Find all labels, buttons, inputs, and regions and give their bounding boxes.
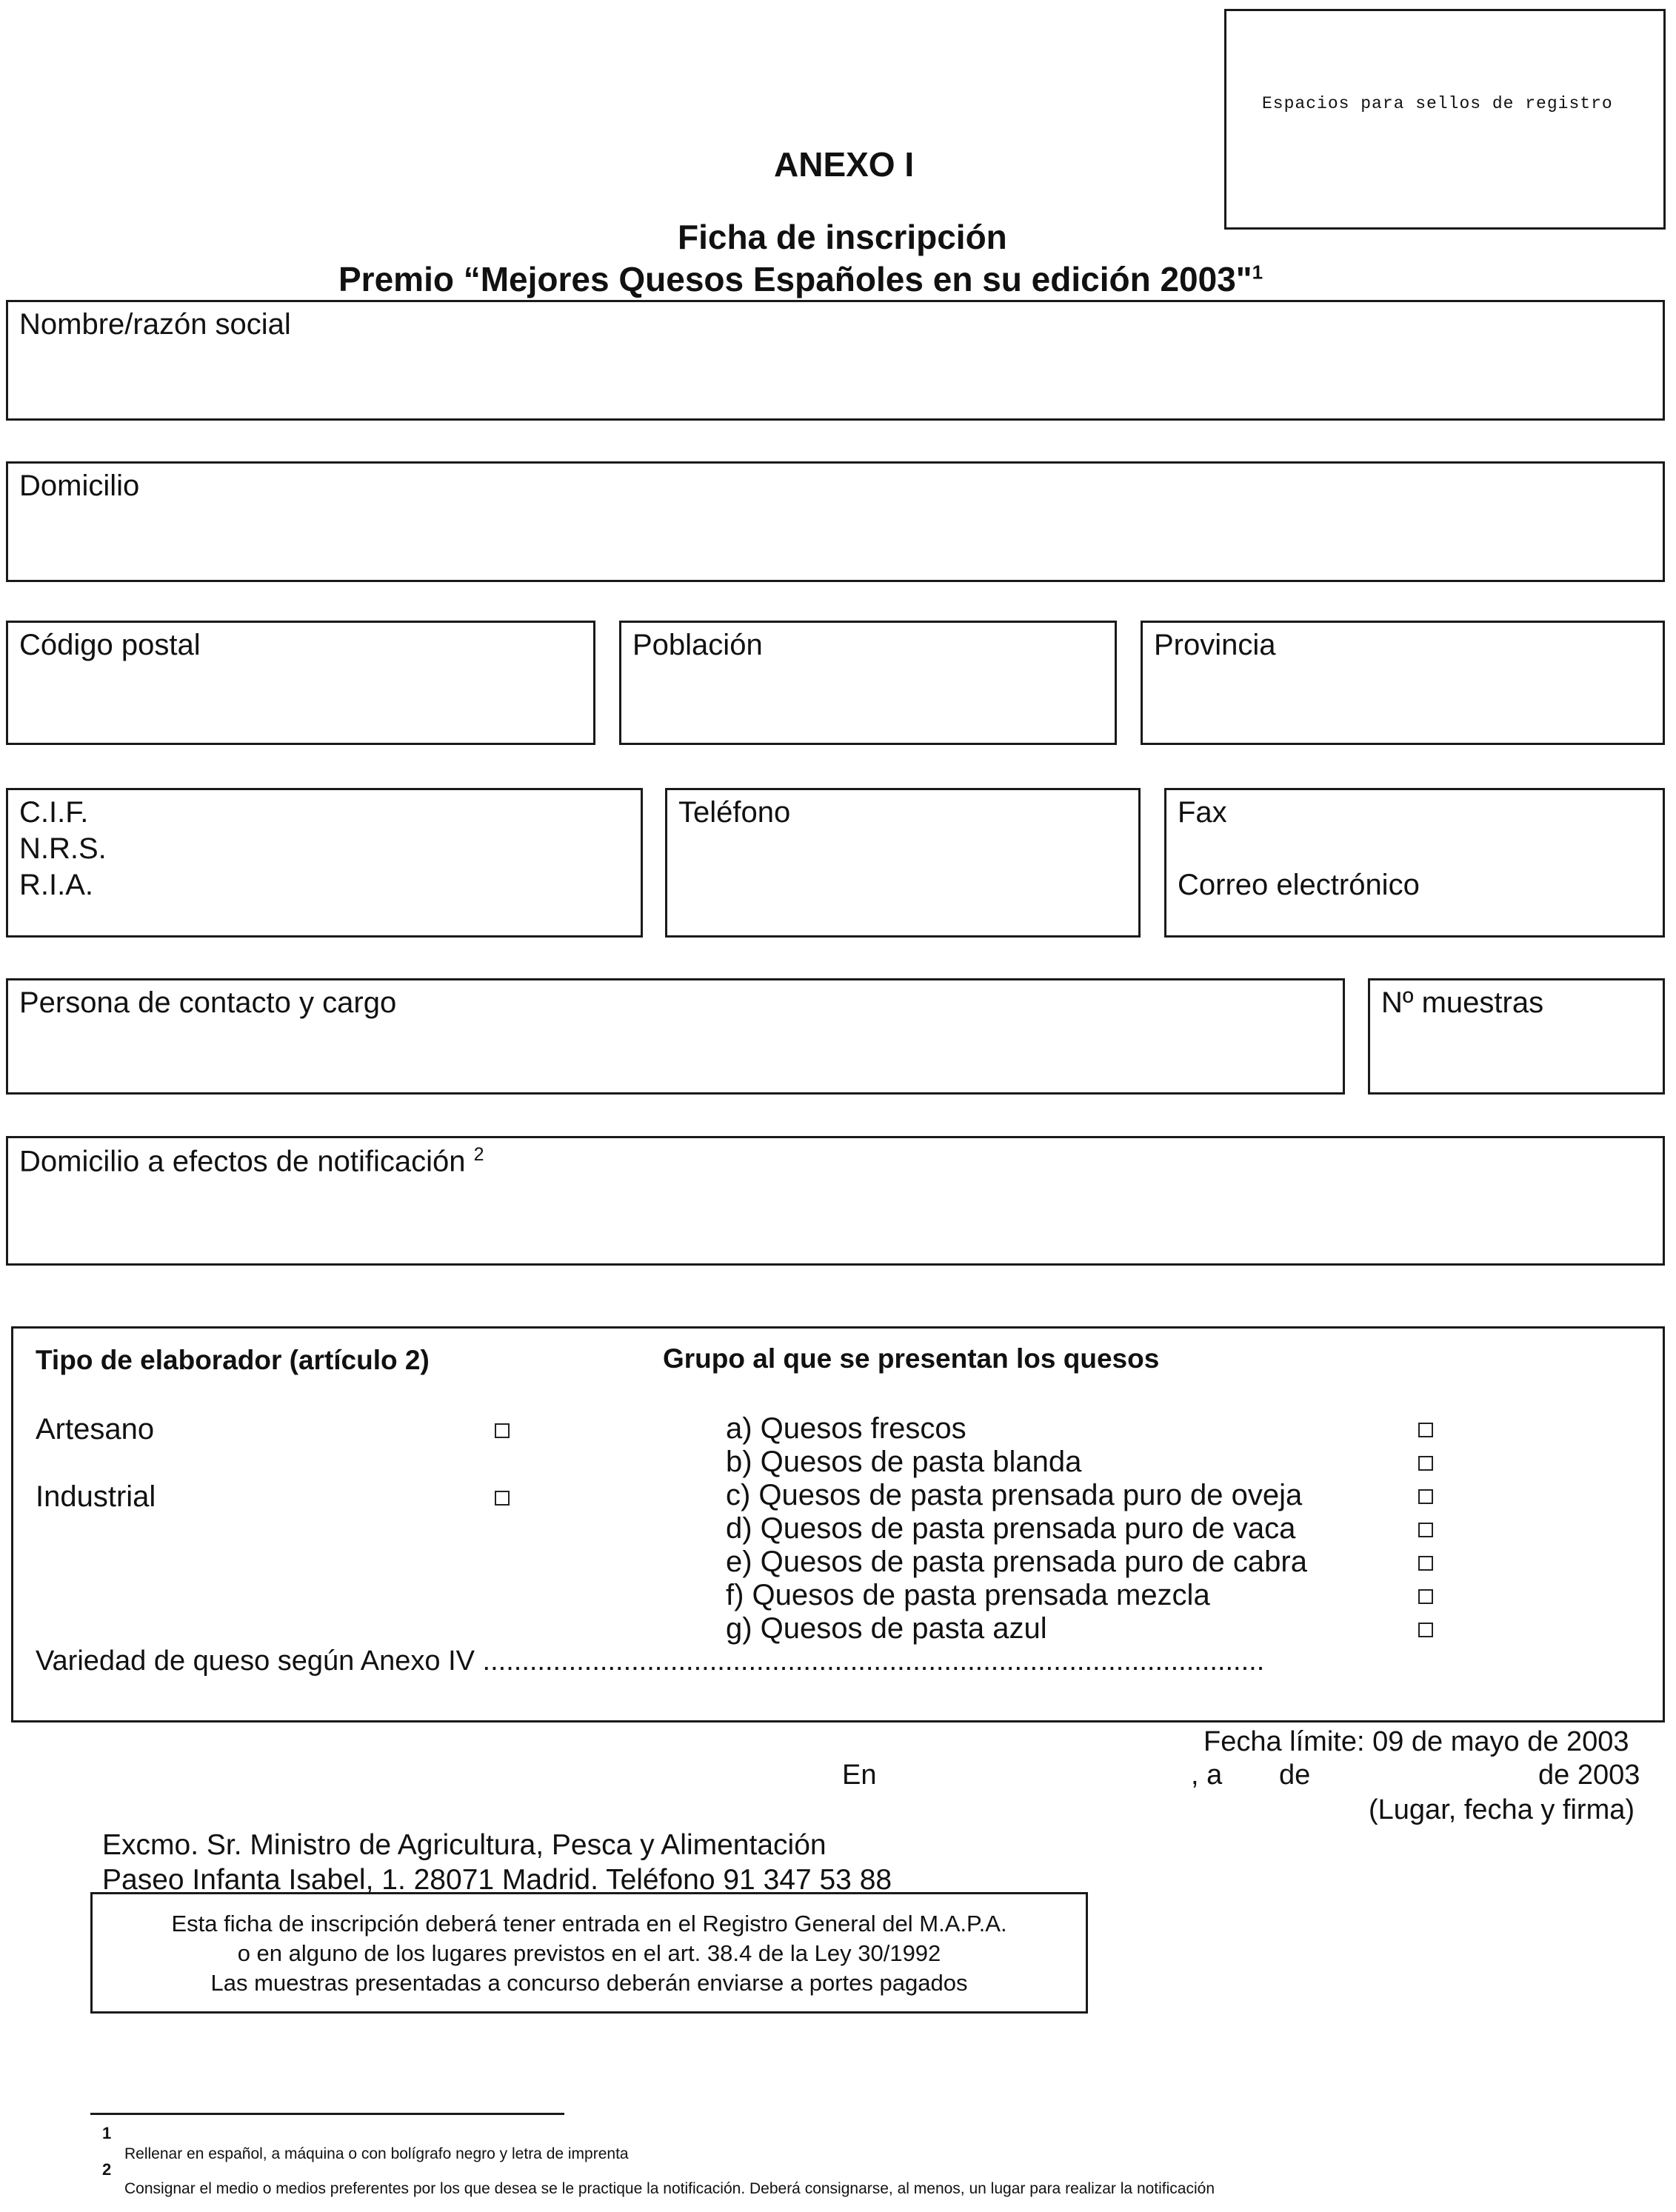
tipo-elaborador-heading: Tipo de elaborador (artículo 2) <box>36 1345 430 1375</box>
domicilio-notificacion-field[interactable] <box>6 1136 1665 1266</box>
grupo-option-c: c) Quesos de pasta prensada puro de oveja <box>726 1479 1303 1511</box>
persona-contacto-label: Persona de contacto y cargo <box>19 986 397 1019</box>
nrs-label: N.R.S. <box>19 832 107 865</box>
categoria-section <box>11 1326 1665 1723</box>
footnote-mark-1: 1 <box>1252 261 1263 284</box>
domicilio-field[interactable] <box>6 461 1665 582</box>
grupo-option-g: g) Quesos de pasta azul <box>726 1612 1047 1645</box>
fecha-year: de 2003 <box>1538 1760 1640 1791</box>
grupo-option-b: b) Quesos de pasta blanda <box>726 1446 1082 1478</box>
grupo-option-f: f) Quesos de pasta prensada mezcla <box>726 1579 1210 1611</box>
telefono-field[interactable] <box>665 788 1141 938</box>
nombre-field[interactable] <box>6 300 1665 421</box>
industrial-label: Industrial <box>36 1480 156 1513</box>
fecha-a: , a <box>1191 1760 1223 1791</box>
stamp-box-label: Espacios para sellos de registro <box>1262 94 1613 113</box>
industrial-checkbox[interactable] <box>495 1491 510 1506</box>
aviso-line3: Las muestras presentadas a concurso deberán enviarse a portes pagados <box>210 1970 968 1996</box>
footnote-1-text: Rellenar en español, a máquina o con bolígrafo negro y letra de imprenta <box>124 2145 629 2162</box>
form-subtitle-text: Premio “Mejores Quesos Españoles en su edición 2003" <box>338 260 1252 298</box>
telefono-label: Teléfono <box>678 796 791 829</box>
poblacion-field[interactable] <box>619 621 1117 745</box>
grupo-option-a: a) Quesos frescos <box>726 1412 966 1445</box>
provincia-label: Provincia <box>1154 629 1276 661</box>
n-muestras-field[interactable] <box>1368 978 1665 1095</box>
provincia-field[interactable] <box>1141 621 1665 745</box>
fecha-limite: Fecha límite: 09 de mayo de 2003 <box>1203 1726 1629 1757</box>
n-muestras-label: Nº muestras <box>1381 986 1544 1019</box>
codigo-postal-field[interactable] <box>6 621 595 745</box>
poblacion-label: Población <box>632 629 763 661</box>
stamp-box <box>1224 9 1666 230</box>
footnote-rule <box>90 2113 564 2115</box>
grupo-checkbox-g[interactable] <box>1418 1623 1433 1637</box>
fax-field[interactable] <box>1164 788 1665 938</box>
codigo-postal-label: Código postal <box>19 629 201 661</box>
ria-label: R.I.A. <box>19 869 94 901</box>
domicilio-label: Domicilio <box>19 470 140 502</box>
footnote-1-mark: 1 <box>102 2124 112 2142</box>
grupo-heading: Grupo al que se presentan los quesos <box>663 1343 1160 1374</box>
firma-label: (Lugar, fecha y firma) <box>1369 1794 1635 1825</box>
aviso-line1: Esta ficha de inscripción deberá tener entrada en el Registro General del M.A.P.A. <box>171 1911 1007 1937</box>
cif-field[interactable] <box>6 788 643 938</box>
footnote-2-text: Consignar el medio o medios preferentes por los que desea se le practique la notificación. Deberá consignarse, al menos, un lugar para realizar la notificación <box>124 2180 1215 2197</box>
destinatario-line1: Excmo. Sr. Ministro de Agricultura, Pesca y Alimentación <box>102 1829 827 1861</box>
cif-label: C.I.F. <box>19 796 89 829</box>
footnote-2-mark: 2 <box>102 2160 112 2179</box>
form-title: Ficha de inscripción <box>678 218 1007 256</box>
fecha-de: de <box>1279 1760 1311 1791</box>
form-subtitle <box>338 259 1263 299</box>
grupo-checkbox-f[interactable] <box>1418 1589 1433 1604</box>
footnote-mark-2: 2 <box>473 1144 484 1165</box>
nombre-label: Nombre/razón social <box>19 308 291 341</box>
aviso-box <box>90 1892 1088 2014</box>
aviso-line2: o en alguno de los lugares previstos en el art. 38.4 de la Ley 30/1992 <box>237 1940 941 1966</box>
grupo-checkbox-c[interactable] <box>1418 1489 1433 1504</box>
fax-label: Fax <box>1178 796 1227 829</box>
grupo-checkbox-b[interactable] <box>1418 1456 1433 1471</box>
grupo-checkbox-d[interactable] <box>1418 1523 1433 1537</box>
grupo-checkbox-a[interactable] <box>1418 1423 1433 1437</box>
grupo-option-d: d) Quesos de pasta prensada puro de vaca <box>726 1512 1296 1545</box>
artesano-label: Artesano <box>36 1413 155 1446</box>
annex-title: ANEXO I <box>774 145 915 184</box>
variedad-field[interactable]: Variedad de queso según Anexo IV .................................................................................................... <box>36 1645 1265 1677</box>
correo-label: Correo electrónico <box>1178 869 1420 901</box>
destinatario-line2: Paseo Infanta Isabel, 1. 28071 Madrid. Teléfono 91 347 53 88 <box>102 1864 892 1896</box>
domicilio-notificacion-label <box>19 1144 484 1178</box>
artesano-checkbox[interactable] <box>495 1423 510 1438</box>
persona-contacto-field[interactable] <box>6 978 1345 1095</box>
grupo-option-e: e) Quesos de pasta prensada puro de cabra <box>726 1546 1307 1578</box>
grupo-checkbox-e[interactable] <box>1418 1556 1433 1571</box>
fecha-en: En <box>842 1760 877 1791</box>
domicilio-notificacion-text: Domicilio a efectos de notificación <box>19 1145 466 1178</box>
